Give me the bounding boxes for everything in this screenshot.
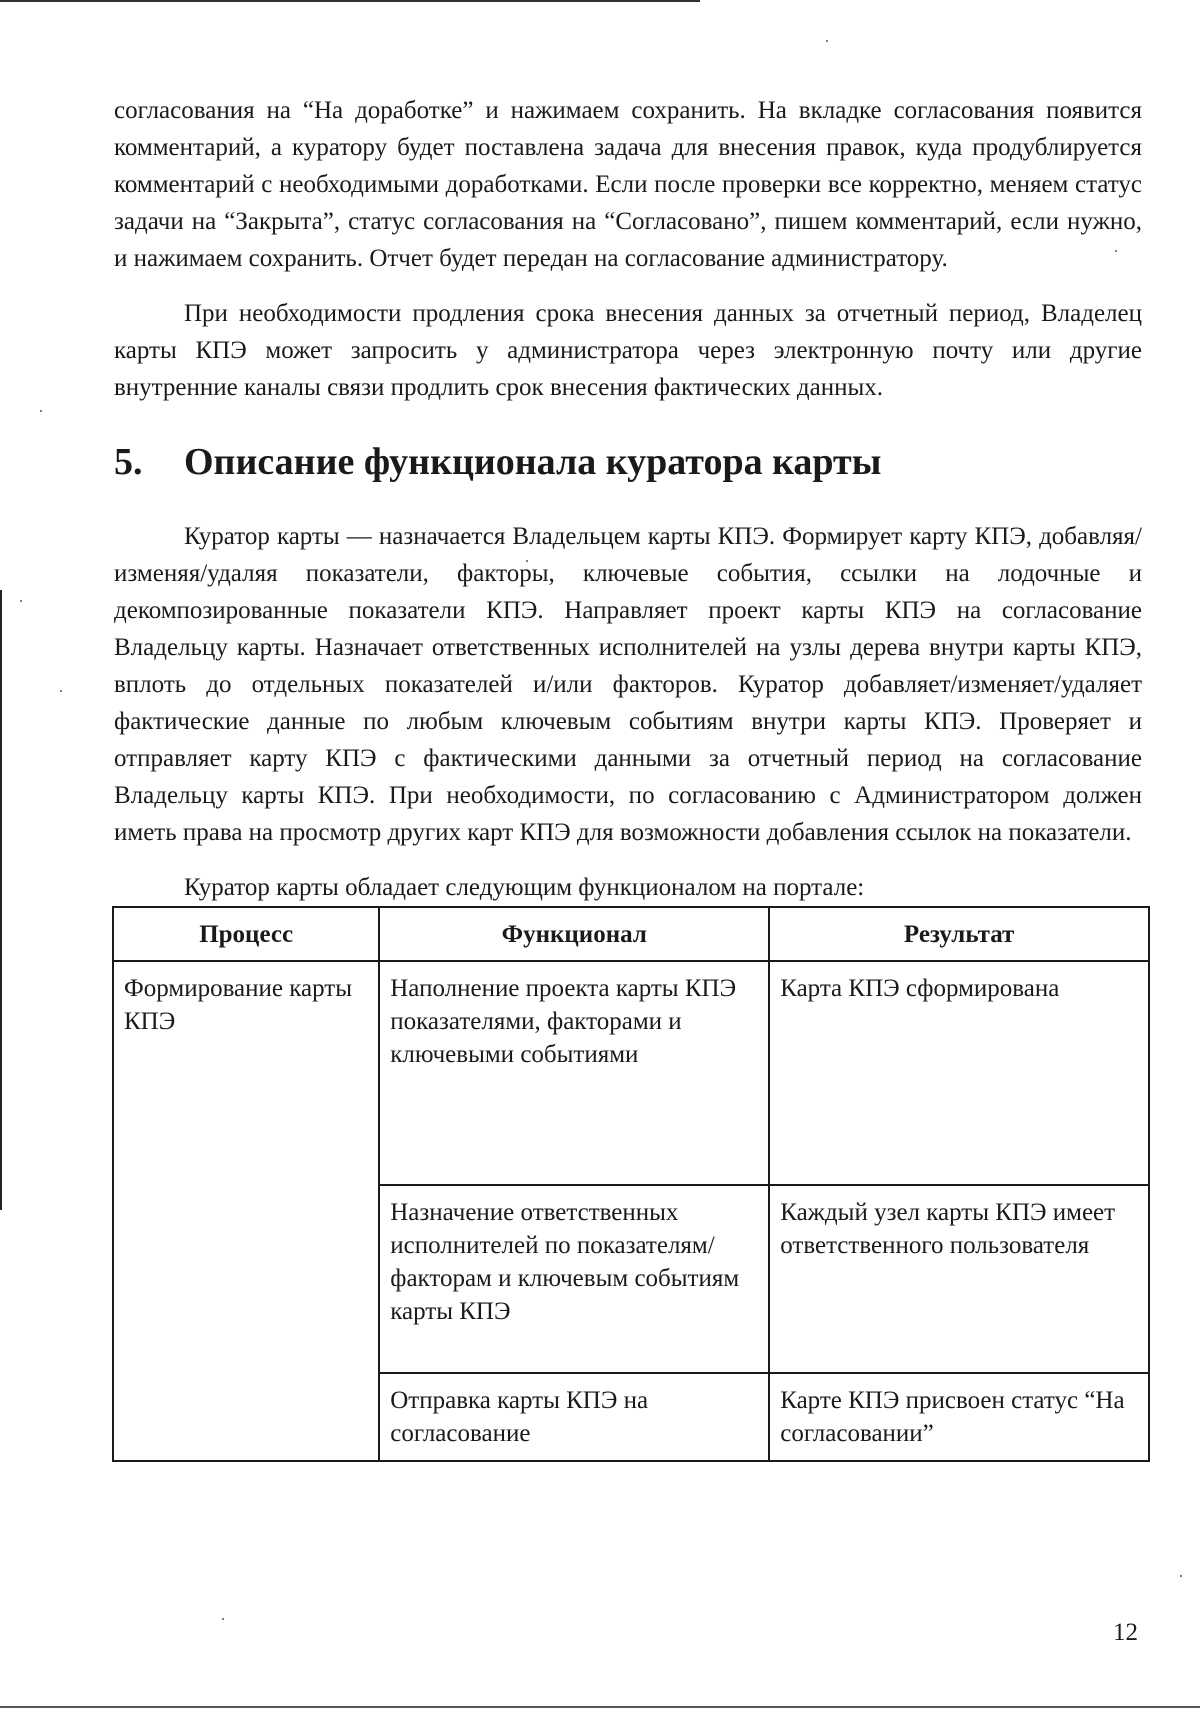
curator-functions-table (112, 906, 1150, 1462)
scan-speck (40, 410, 42, 412)
paragraph-approval-continued: согласования на “На доработке” и нажимаем сохранить. На вкладке согласования появится комментарий, а куратору будет поставлена задача для внесения правок, куда продублируется комментарий с необходимыми доработками. Если после проверки все корректно, меняем статус задачи на “Закрыта”, статус согласования на “Согласовано”, пишем комментарий, если нужно, и нажимаем сохранить. Отчет будет передан на согласование администратору. (114, 97, 1142, 272)
result-cell: Карте КПЭ присвоен статус “На согласовании” (769, 1373, 1149, 1461)
scan-speck (20, 600, 22, 602)
header-process: Процесс (113, 907, 379, 961)
paragraph-curator-description: Куратор карты — назначается Владельцем карты КПЭ. Формирует карту КПЭ, добавляя/изменяя/удаляя показатели, факторы, ключевые события, ссылки на лодочные и декомпозированные показатели КПЭ. Направляет проект карты КПЭ на согласование Владельцу карты. Назначает ответственных исполнителей на узлы дерева внутри карты КПЭ, вплоть до отдельных показателей и/или факторов. Куратор добавляет/изменяет/удаляет фактические данные по любым ключевым событиям внутри карты КПЭ. Проверяет и отправляет карту КПЭ с фактическими данными за отчетный период на согласование Владельцу карты КПЭ. При необходимости, по согласованию с Администратором должен иметь права на просмотр других карт КПЭ для возможности добавления ссылок на показатели. (114, 523, 1142, 846)
scan-edge-bottom (0, 1706, 1200, 1708)
header-result: Результат (769, 907, 1149, 961)
function-cell: Назначение ответственных исполнителей по показателям/факторам и ключевым событиям карты КПЭ (379, 1185, 769, 1373)
document-body (114, 92, 1142, 1462)
header-function: Функционал (379, 907, 769, 961)
scan-speck (1180, 1575, 1182, 1577)
paragraph-deadline-extension: При необходимости продления срока внесения данных за отчетный период, Владелец карты КПЭ может запросить у администратора через электронную почту или другие внутренние каналы связи продлить срок внесения фактических данных. (114, 300, 1142, 401)
function-cell: Наполнение проекта карты КПЭ показателями, факторами и ключевыми событиями (379, 961, 769, 1185)
scan-speck (60, 690, 62, 692)
scan-speck (826, 40, 828, 42)
section-heading (114, 438, 1142, 486)
table-intro: Куратор карты обладает следующим функционалом на портале: (184, 874, 865, 901)
process-cell: Формирование карты КПЭ (113, 961, 379, 1461)
page-number: 12 (1113, 1619, 1138, 1646)
result-cell: Карта КПЭ сформирована (769, 961, 1149, 1185)
table-header-row (113, 907, 1149, 961)
section-number: 5. (114, 441, 143, 483)
scan-margin-mark (0, 590, 2, 1210)
scan-speck (222, 1618, 224, 1620)
function-cell: Отправка карты КПЭ на согласование (379, 1373, 769, 1461)
scan-edge-top (0, 0, 700, 2)
result-cell: Каждый узел карты КПЭ имеет ответственного пользователя (769, 1185, 1149, 1373)
section-title: Описание функционала куратора карты (184, 441, 882, 483)
table-row (113, 961, 1149, 1185)
